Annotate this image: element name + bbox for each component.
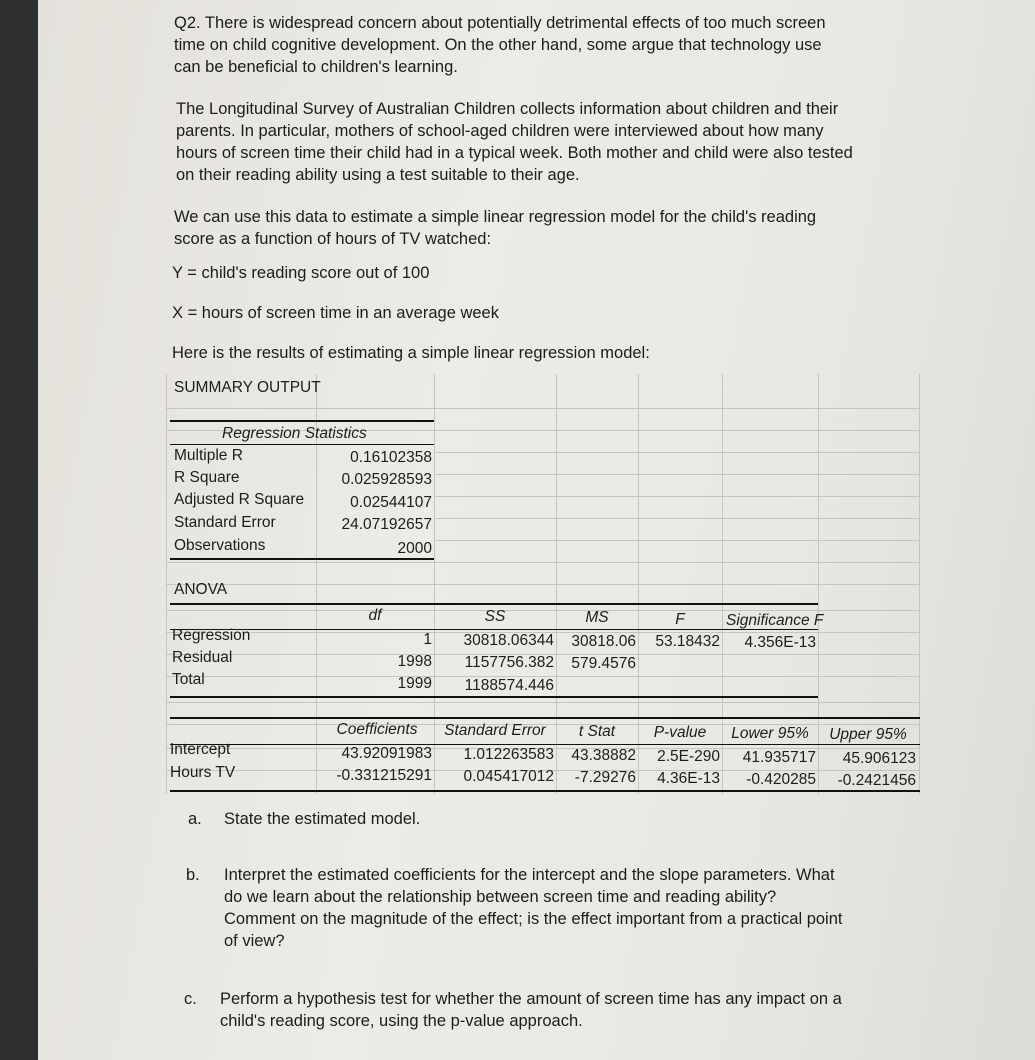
- part-a-line: State the estimated model.: [224, 810, 421, 828]
- part-letter: a.: [188, 810, 202, 828]
- anova-ss: 1188574.446: [464, 677, 554, 694]
- intro-line: Q2. There is widespread concern about potentially detrimental effects of too much screen: [174, 14, 826, 32]
- summary-title: SUMMARY OUTPUT: [174, 379, 321, 396]
- reg-stat-value: 0.02544107: [350, 494, 432, 511]
- coef-header-lower-95: Lower 95%: [731, 725, 809, 742]
- anova-row-label: Regression: [172, 627, 251, 644]
- coef-upper-95: -0.2421456: [837, 772, 916, 789]
- anova-header-ms: MS: [585, 609, 609, 626]
- intro-line: time on child cognitive development. On the other hand, some argue that technology use: [174, 36, 822, 54]
- results-intro: Here is the results of estimating a simple linear regression model:: [172, 344, 650, 362]
- question-intro: [174, 12, 826, 78]
- part-c: [184, 988, 842, 1032]
- part-b-line: do we learn about the relationship between screen time and reading ability?: [224, 888, 777, 906]
- intro-line: can be beneficial to children's learning.: [174, 58, 458, 76]
- survey-line: parents. In particular, mothers of school-aged children were interviewed about how many: [176, 122, 824, 140]
- reg-stat-label: Observations: [174, 537, 266, 554]
- coef-row-label: Intercept: [170, 741, 231, 758]
- reg-stat-value: 0.025928593: [341, 471, 432, 488]
- coef-header-t-stat: t Stat: [578, 723, 616, 740]
- anova-significance: 4.356E-13: [744, 634, 816, 651]
- anova-ss: 1157756.382: [464, 654, 554, 671]
- anova-df: 1999: [397, 675, 432, 692]
- anova-header-significance-f: Significance F: [726, 612, 824, 629]
- part-letter: c.: [184, 990, 197, 1008]
- survey-line: The Longitudinal Survey of Australian Children collects information about children and their: [176, 100, 839, 118]
- coef-standard-error: 1.012263583: [463, 746, 554, 763]
- reg-stat-label: Multiple R: [174, 447, 243, 464]
- worksheet-page: [38, 0, 1035, 1060]
- anova-row-label: Total: [172, 671, 205, 688]
- coef-row-label: Hours TV: [170, 764, 236, 781]
- part-c-line: Perform a hypothesis test for whether the amount of screen time has any impact on a: [220, 990, 842, 1008]
- survey-paragraph: [176, 98, 853, 186]
- coef-header-upper-95: Upper 95%: [829, 726, 907, 743]
- coef-p-value: 2.5E-290: [657, 748, 720, 765]
- coef-upper-95: 45.906123: [842, 750, 916, 767]
- part-c-line: child's reading score, using the p-value approach.: [220, 1012, 583, 1030]
- coef-header-p-value: P-value: [653, 724, 707, 741]
- survey-line: on their reading ability using a test suitable to their age.: [176, 166, 580, 184]
- coef-lower-95: -0.420285: [746, 771, 816, 788]
- coef-t-stat: 43.38882: [571, 747, 636, 764]
- reg-stat-value: 0.16102358: [350, 449, 432, 466]
- reg-stat-label: Standard Error: [174, 514, 276, 531]
- anova-f: 53.18432: [655, 633, 720, 650]
- coef-t-stat: -7.29276: [574, 769, 636, 786]
- coef-header-coefficients: Coefficients: [336, 721, 418, 738]
- part-b-line: of view?: [224, 932, 285, 950]
- part-b: [186, 864, 842, 952]
- part-letter: b.: [186, 866, 200, 884]
- reg-stat-label: R Square: [174, 469, 240, 486]
- model-paragraph: [174, 206, 816, 250]
- anova-ms: 579.4576: [571, 655, 636, 672]
- part-a: [188, 808, 420, 830]
- model-line: score as a function of hours of TV watched:: [174, 230, 492, 248]
- summary-output-table: [166, 374, 920, 794]
- coef-p-value: 4.36E-13: [657, 770, 720, 787]
- regression-statistics-header: Regression Statistics: [222, 425, 367, 442]
- coef-lower-95: 41.935717: [742, 749, 816, 766]
- model-line: We can use this data to estimate a simple linear regression model for the child's reading: [174, 208, 817, 226]
- anova-row-label: Residual: [172, 649, 233, 666]
- reg-stat-value: 24.07192657: [341, 516, 432, 533]
- anova-header-ss: SS: [484, 608, 506, 625]
- reg-stat-label: Adjusted R Square: [174, 491, 305, 508]
- anova-title: ANOVA: [174, 581, 228, 598]
- reg-stat-value: 2000: [397, 540, 432, 557]
- anova-ms: 30818.06: [571, 633, 636, 650]
- anova-ss: 30818.06344: [463, 632, 554, 649]
- anova-df: 1998: [397, 653, 432, 670]
- anova-df: 1: [423, 631, 432, 648]
- anova-header-f: F: [675, 611, 685, 628]
- survey-line: hours of screen time their child had in a typical week. Both mother and child were also tested: [176, 144, 853, 162]
- coef-value: -0.331215291: [336, 767, 432, 784]
- x-definition: X = hours of screen time in an average week: [172, 304, 499, 322]
- coef-value: 43.92091983: [341, 745, 432, 762]
- anova-header-df: df: [368, 607, 382, 624]
- part-b-line: Comment on the magnitude of the effect; is the effect important from a practical point: [224, 910, 843, 928]
- coef-standard-error: 0.045417012: [463, 768, 554, 785]
- coef-header-standard-error: Standard Error: [444, 722, 546, 739]
- part-b-line: Interpret the estimated coefficients for the intercept and the slope parameters. What: [224, 866, 835, 884]
- y-definition: Y = child's reading score out of 100: [172, 264, 430, 282]
